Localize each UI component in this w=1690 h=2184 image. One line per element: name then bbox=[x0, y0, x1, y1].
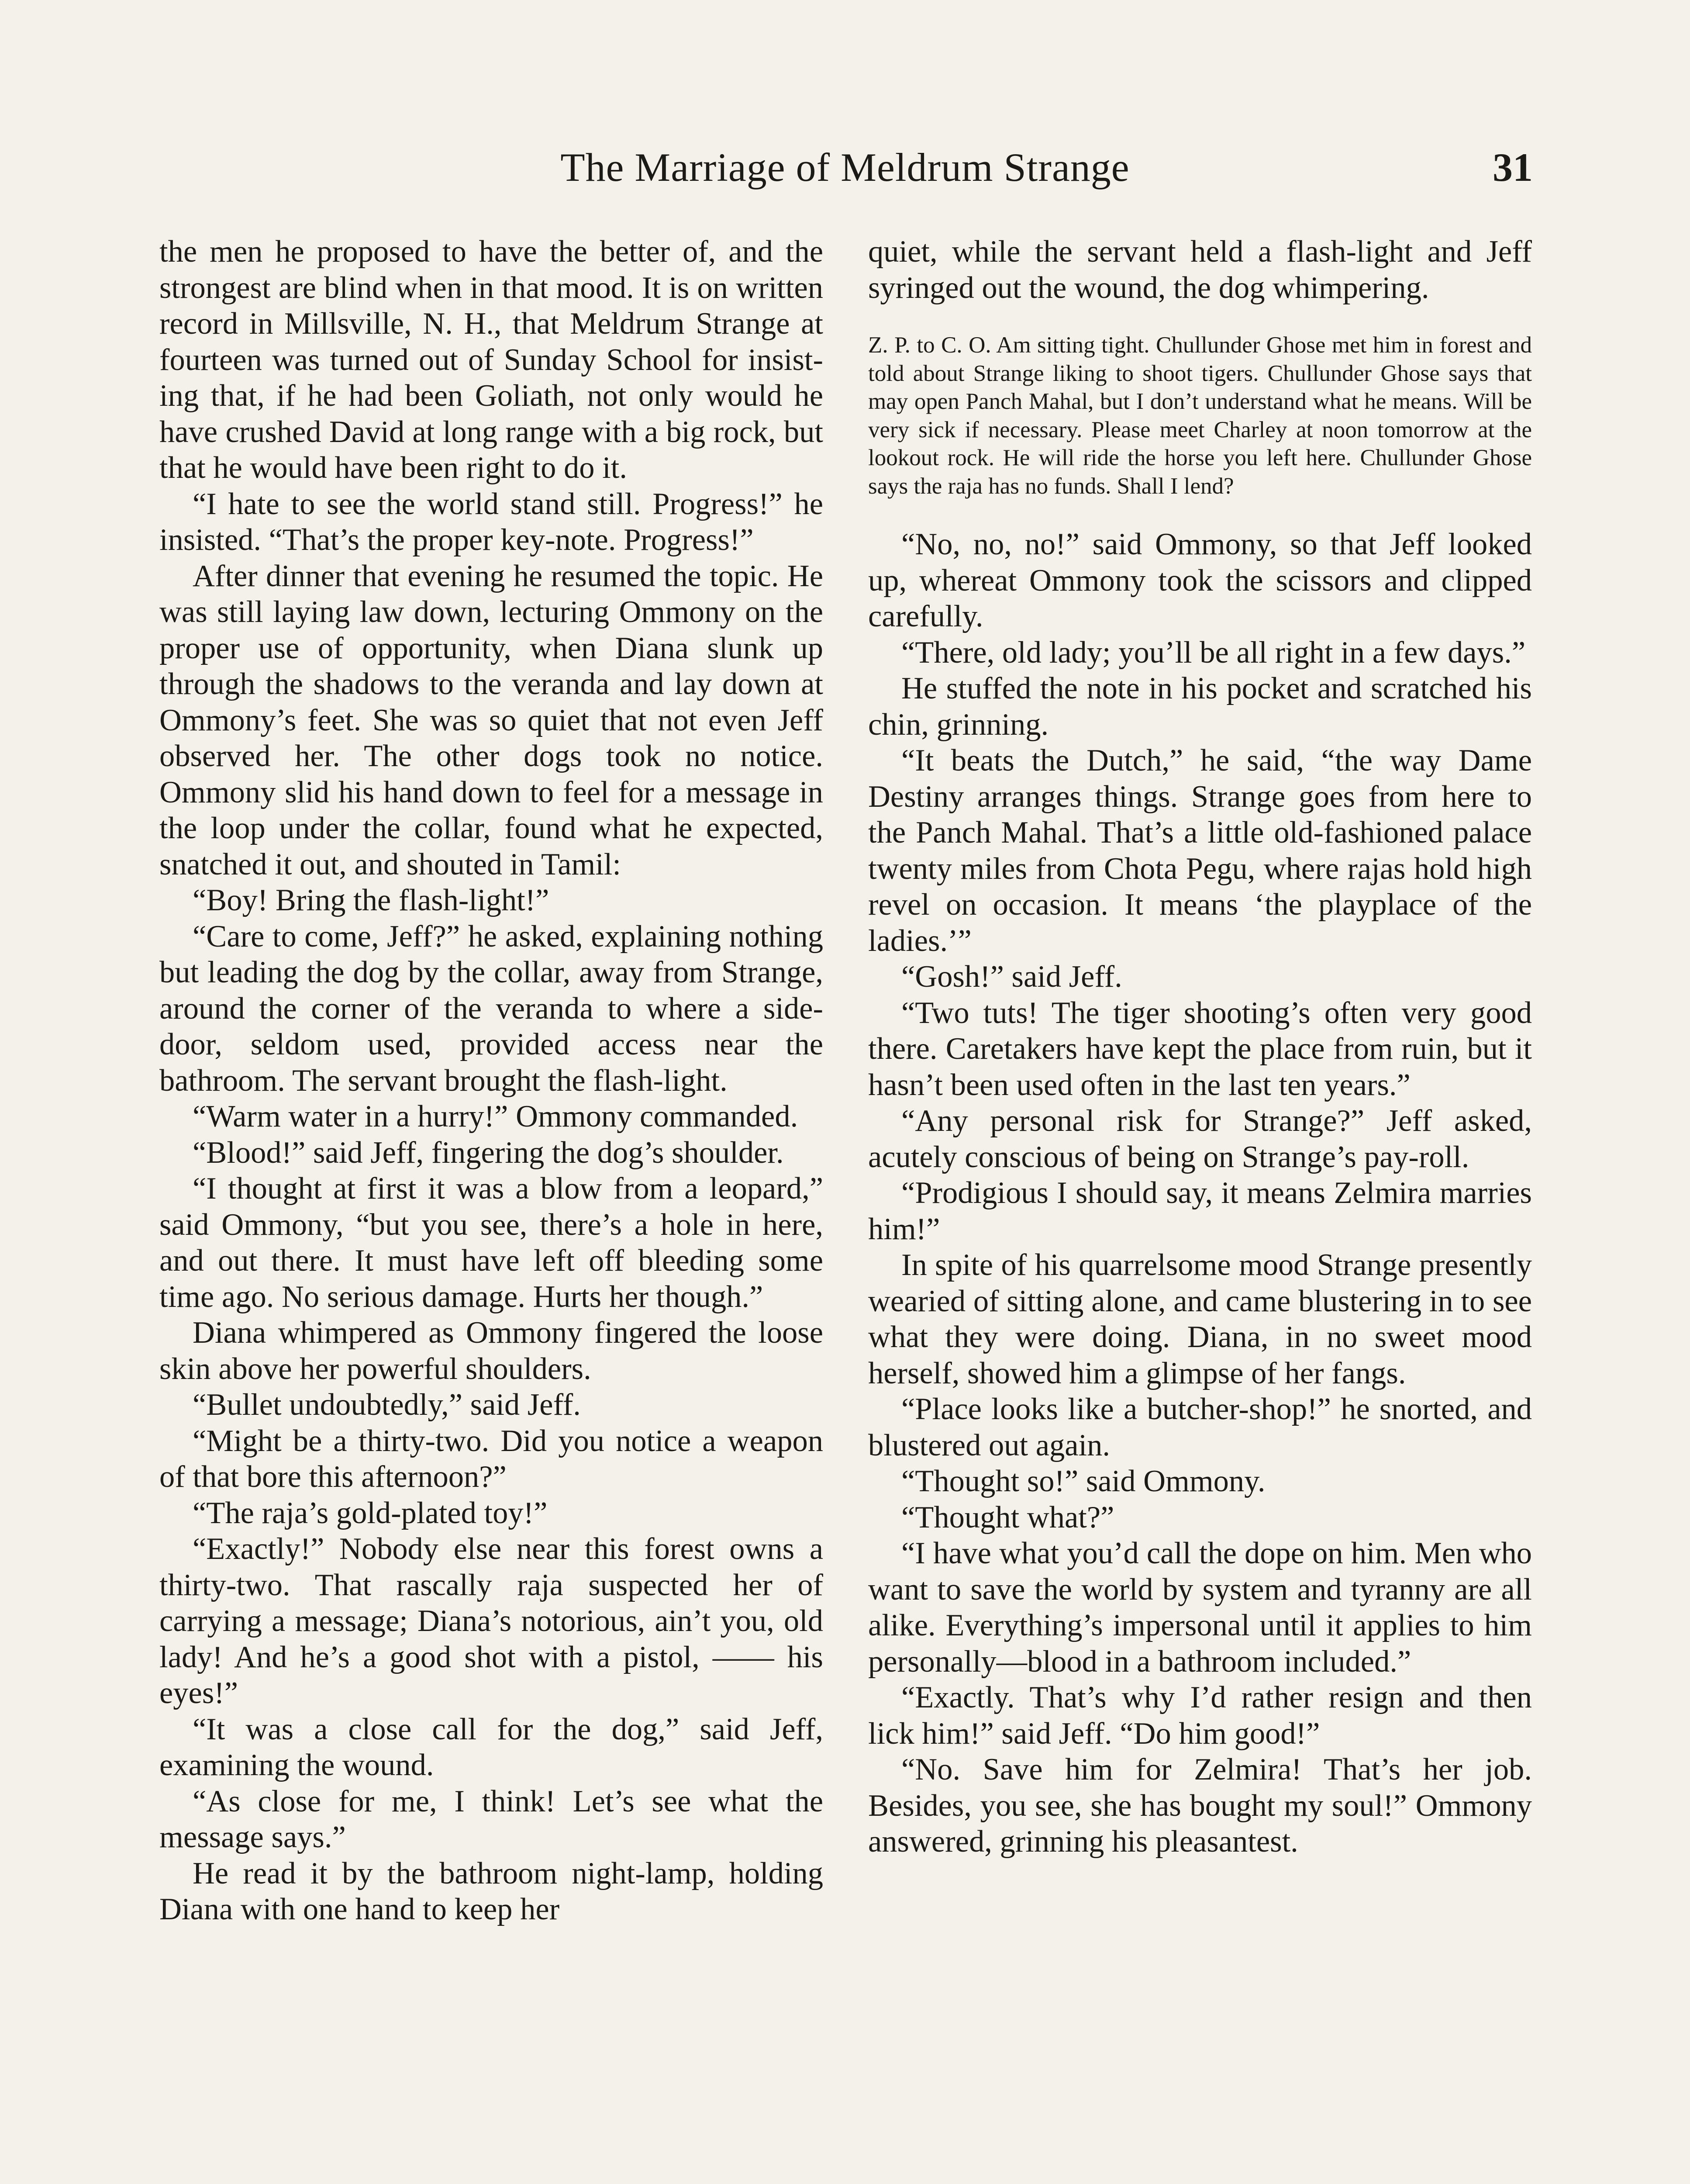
paragraph: “I thought at first it was a blow from a leopard,” said Ommony, “but you see, there’s a hole in here, and out there. It must have left off bleeding some time ago. No serious damage. Hurts her though.” bbox=[159, 1171, 823, 1314]
paragraph: “Exactly. That’s why I’d rather resign and then lick him!” said Jeff. “Do him good!” bbox=[868, 1680, 1532, 1751]
running-head bbox=[157, 144, 1533, 201]
paragraph: Diana whimpered as Ommony fingered the loose skin above her powerful shoulders. bbox=[159, 1316, 823, 1386]
paragraph: “I hate to see the world stand still. Progress!” he insisted. “That’s the proper key-note. Progress!” bbox=[159, 487, 823, 557]
paragraph: the men he proposed to have the better of, and the strongest are blind when in that mood. It is on written record in Millsville, N. H., that Meldrum Strange at fourteen was turned out of Sunday School for insisting that, if he had been Goliath, not only would he have crushed David at long range with a big rock, but that he would have been right to do it. bbox=[159, 235, 823, 485]
paragraph: “Blood!” said Jeff, fingering the dog’s shoulder. bbox=[193, 1135, 784, 1170]
paragraph: He stuffed the note in his pocket and scratched his chin, grinning. bbox=[868, 671, 1532, 742]
paragraph: “Care to come, Jeff?” he asked, explaining nothing but leading the dog by the collar, away from Strange, around the corner of the veranda to where a side-door, seldom used, provided access near the bathroom. The servant brought the flash-light. bbox=[159, 919, 823, 1098]
paragraph: “Gosh!” said Jeff. bbox=[901, 960, 1122, 994]
paragraph: “There, old lady; you’ll be all right in a few days.” bbox=[901, 635, 1526, 670]
paragraph: “Bullet undoubtedly,” said Jeff. bbox=[193, 1388, 581, 1422]
left-column bbox=[159, 234, 823, 1928]
paragraph: “Prodigious I should say, it means Zelmira marries him!” bbox=[868, 1176, 1532, 1246]
paragraph: He read it by the bathroom night-lamp, holding Diana with one hand to keep her bbox=[159, 1856, 823, 1926]
paragraph: “Thought what?” bbox=[901, 1500, 1114, 1534]
paragraph: “Boy! Bring the flash-light!” bbox=[193, 883, 549, 917]
right-column bbox=[868, 234, 1532, 1860]
paragraph: “No, no, no!” said Ommony, so that Jeff looked up, whereat Ommony took the scissors and clipped carefully. bbox=[868, 527, 1532, 633]
paragraph: quiet, while the servant held a flash-light and Jeff syringed out the wound, the dog whimpering. bbox=[868, 235, 1532, 305]
paragraph: “Place looks like a butcher-shop!” he snorted, and blustered out again. bbox=[868, 1392, 1532, 1462]
paragraph: After dinner that evening he resumed the topic. He was still laying law down, lecturing Ommony on the proper use of opportunity, when Diana slunk up through the shadows to the veranda and lay down at Ommony’s feet. She was so quiet that not even Jeff observed her. The other dogs took no notice. Ommony slid his hand down to feel for a message in the loop under the collar, found what he expected, snatched it out, and shouted in Tamil: bbox=[159, 559, 823, 881]
paragraph: “Exactly!” Nobody else near this forest owns a thirty-two. That rascally raja suspected her of carrying a message; Diana’s notorious, ain’t you, old lady! And he’s a good shot with a pistol, —— his eyes!” bbox=[159, 1532, 823, 1710]
paragraph: “It was a close call for the dog,” said Jeff, examining the wound. bbox=[159, 1712, 823, 1782]
paragraph: “I have what you’d call the dope on him. Men who want to save the world by system and tyranny are all alike. Everything’s impersonal until it applies to him personally—blood in a bathroom included.” bbox=[868, 1536, 1532, 1679]
paragraph: “Might be a thirty-two. Did you notice a weapon of that bore this afternoon?” bbox=[159, 1424, 823, 1494]
page-title: The Marriage of Meldrum Strange bbox=[560, 145, 1130, 190]
paragraph: “It beats the Dutch,” he said, “the way Dame Destiny arranges things. Strange goes from here to the Panch Mahal. That’s a little old-fashioned palace twenty miles from Chota Pegu, where rajas hold high revel on occasion. It means ‘the playplace of the ladies.’” bbox=[868, 743, 1532, 958]
paragraph: “No. Save him for Zelmira! That’s her job. Besides, you see, she has bought my soul!” Ommony answered, grinning his pleasantest. bbox=[868, 1752, 1532, 1859]
paragraph: “Warm water in a hurry!” Ommony commanded. bbox=[193, 1099, 798, 1133]
paragraph: “Any personal risk for Strange?” Jeff asked, acutely conscious of being on Strange’s pay-roll. bbox=[868, 1104, 1532, 1174]
paragraph: “Thought so!” said Ommony. bbox=[901, 1464, 1266, 1498]
paragraph: “The raja’s gold-plated toy!” bbox=[193, 1496, 548, 1530]
page-number: 31 bbox=[1493, 145, 1533, 190]
paragraph: “Two tuts! The tiger shooting’s often very good there. Caretakers have kept the place from ruin, but it hasn’t been used often in the last ten years.” bbox=[868, 995, 1532, 1102]
paragraph: “As close for me, I think! Let’s see what the message says.” bbox=[159, 1784, 823, 1854]
message-note: Z. P. to C. O. Am sitting tight. Chullunder Ghose met him in forest and told about Strange liking to shoot tigers. Chullunder Ghose says that may open Panch Mahal, but I don’t understand what he means. Will be very sick if necessary. Please meet Charley at noon tomorrow at the lookout rock. He will ride the horse you left here. Chullunder Ghose says the raja has no funds. Shall I lend? bbox=[868, 332, 1532, 499]
paragraph: In spite of his quarrelsome mood Strange presently wearied of sitting alone, and came blustering in to see what they were doing. Diana, in no sweet mood herself, showed him a glimpse of her fangs. bbox=[868, 1248, 1532, 1390]
